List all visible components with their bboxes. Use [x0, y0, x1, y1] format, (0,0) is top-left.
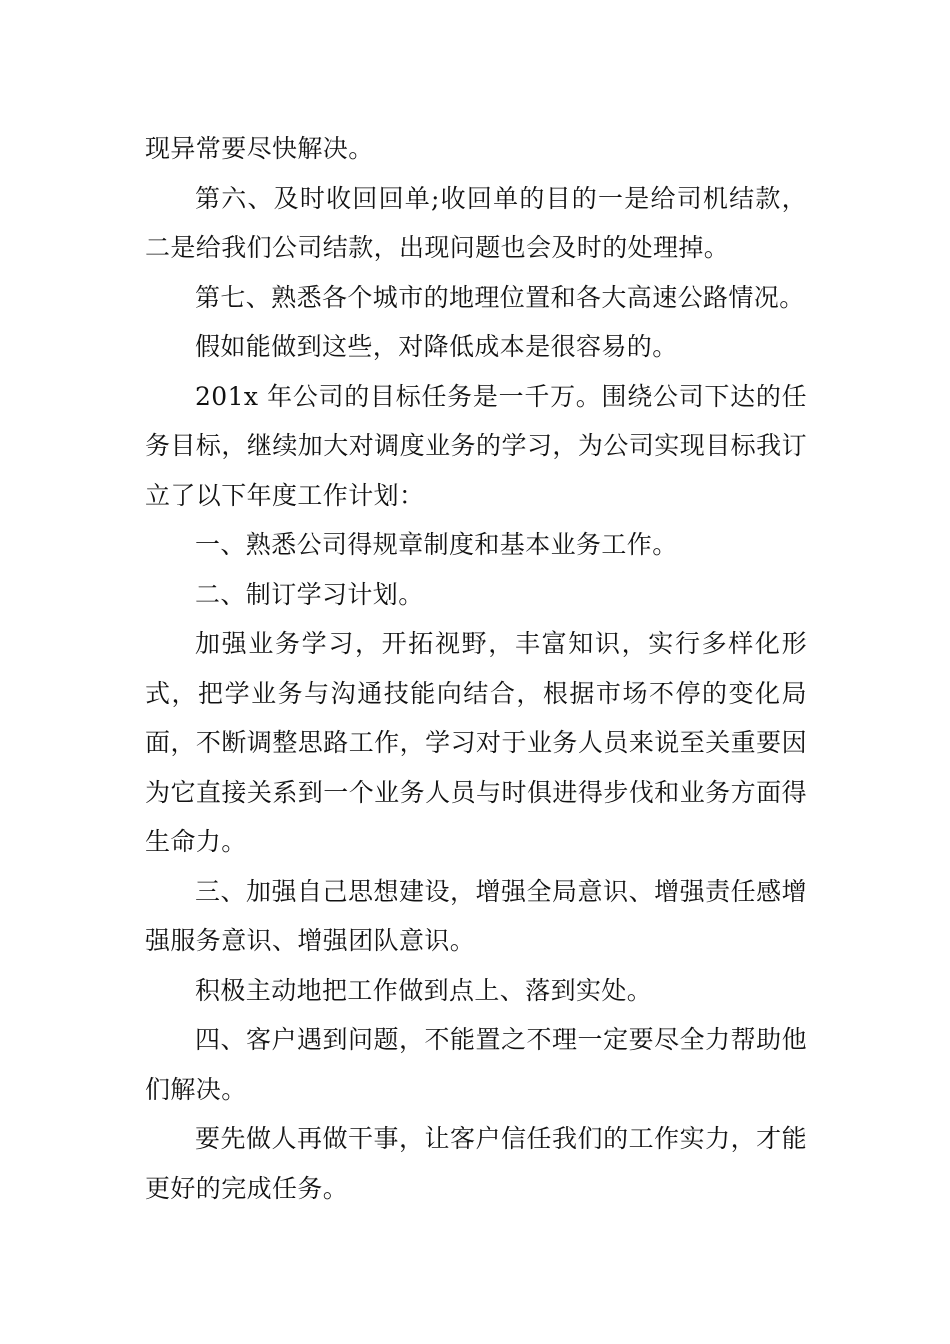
- paragraph-plan-2-detail: 加强业务学习，开拓视野，丰富知识，实行多样化形式，把学业务与沟通技能向结合，根据市场不停的变化局面，不断调整思路工作，学习对于业务人员来说至关重要因为它直接关系到一个业务人员与时俱进得步伐和业务方面得生命力。: [145, 629, 807, 856]
- paragraph-plan-4: 四、客户遇到问题，不能置之不理一定要尽全力帮助他们解决。: [145, 1025, 807, 1104]
- paragraph-plan-3-detail: 积极主动地把工作做到点上、落到实处。: [195, 975, 653, 1005]
- paragraph-plan-3: 三、加强自己思想建设，增强全局意识、增强责任感增强服务意识、增强团队意识。: [145, 876, 807, 955]
- paragraph-item-6: 第六、及时收回回单;收回单的目的一是给司机结款，二是给我们公司结款，出现问题也会及时的处理掉。: [145, 183, 807, 262]
- paragraph-item-7: 第七、熟悉各个城市的地理位置和各大高速公路情况。: [195, 282, 805, 312]
- paragraph-continuation: 现异常要尽快解决。: [145, 134, 374, 163]
- paragraph-plan-1: 一、熟悉公司得规章制度和基本业务工作。: [195, 530, 678, 559]
- paragraph-annual-target: 201x 年公司的目标任务是一千万。围绕公司下达的任务目标，继续加大对调度业务的学习，为公司实现目标我订立了以下年度工作计划：: [145, 381, 807, 510]
- paragraph-plan-4-detail: 要先做人再做干事，让客户信任我们的工作实力，才能更好的完成任务。: [145, 1124, 807, 1203]
- paragraph-summary: 假如能做到这些，对降低成本是很容易的。: [195, 332, 678, 361]
- document-body: [145, 124, 807, 1213]
- paragraph-plan-2: 二、制订学习计划。: [195, 579, 424, 609]
